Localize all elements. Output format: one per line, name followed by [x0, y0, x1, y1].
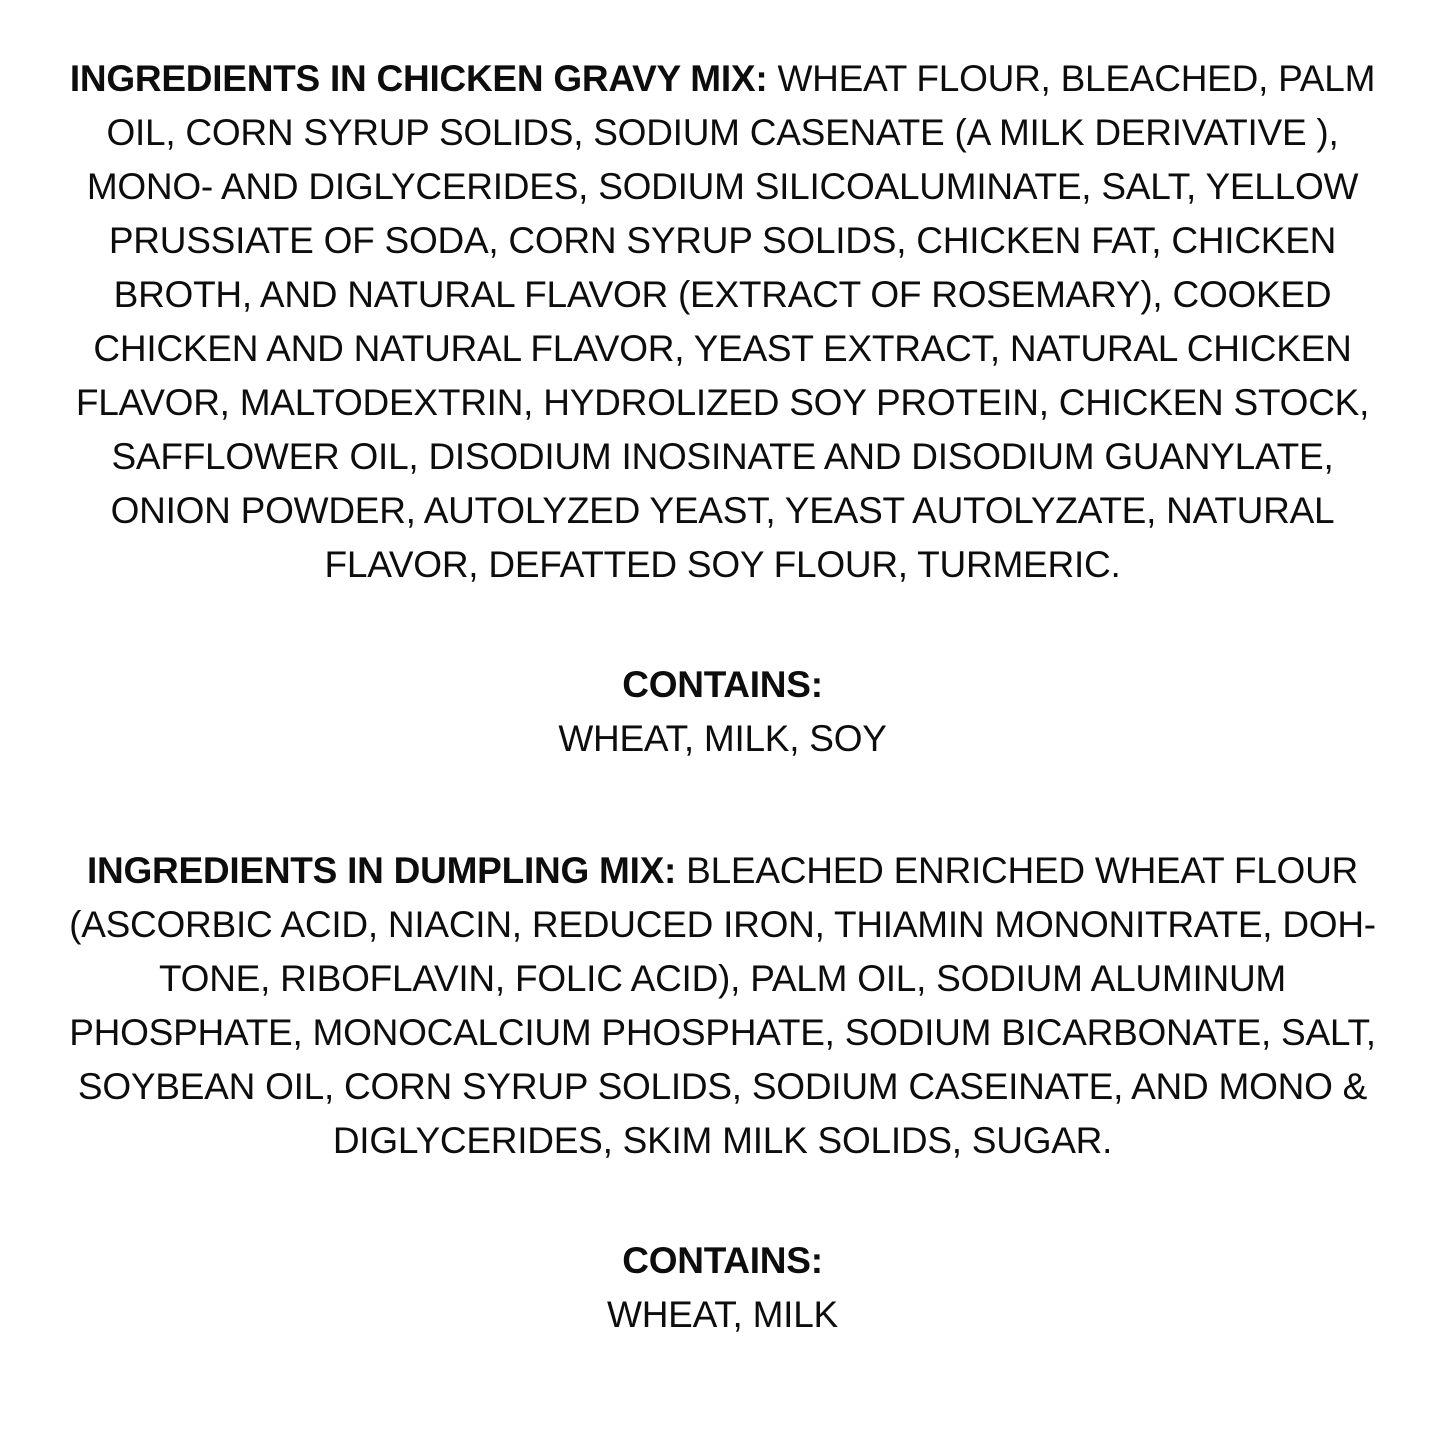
gravy-mix-ingredient-list: WHEAT FLOUR, BLEACHED, PALM OIL, CORN SYRUP SOLIDS, SODIUM CASENATE (A MILK DERIVATIVE ), MONO- AND DIGLYCERIDES, SODIUM SILICOALUMINATE, SALT, YELLOW PRUSSIATE OF SODA, CORN SYRUP SOLIDS, CHICKEN FAT, CHICKEN BROTH, AND NATURAL FLAVOR (EXTRACT OF ROSEMARY), COOKED CHICKEN AND NATURAL FLAVOR, YEAST EXTRACT, NATURAL CHICKEN FLAVOR, MALTODEXTRIN, HYDROLIZED SOY PROTEIN, CHICKEN STOCK, SAFFLOWER OIL, DISODIUM INOSINATE AND DISODIUM GUANYLATE, ONION POWDER, AUTOLYZED YEAST, YEAST AUTOLYZATE, NATURAL FLAVOR, DEFATTED SOY FLOUR, TURMERIC. [75, 58, 1376, 585]
gravy-mix-contains-heading: CONTAINS: [622, 664, 823, 705]
dumpling-mix-ingredient-list: BLEACHED ENRICHED WHEAT FLOUR (ASCORBIC ACID, NIACIN, REDUCED IRON, THIAMIN MONONITRATE, DOH-TONE, RIBOFLAVIN, FOLIC ACID), PALM OIL, SODIUM ALUMINUM PHOSPHATE, MONOCALCIUM PHOSPHATE, SODIUM BICARBONATE, SALT, SOYBEAN OIL, CORN SYRUP SOLIDS, SODIUM CASEINATE, AND MONO & DIGLYCERIDES, SKIM MILK SOLIDS, SUGAR. [69, 850, 1376, 1161]
gravy-mix-allergen-list: WHEAT, MILK, SOY [558, 718, 887, 759]
dumpling-mix-contains-heading: CONTAINS: [622, 1240, 823, 1281]
gravy-mix-contains-block [63, 658, 1383, 766]
dumpling-mix-ingredients-paragraph [63, 844, 1383, 1168]
ingredients-label [63, 0, 1383, 1342]
dumpling-mix-allergen-list: WHEAT, MILK [607, 1294, 838, 1335]
dumpling-mix-contains-block [63, 1234, 1383, 1342]
gravy-mix-ingredients-paragraph [63, 52, 1383, 592]
gravy-mix-heading: INGREDIENTS IN CHICKEN GRAVY MIX: [69, 58, 768, 99]
dumpling-mix-heading: INGREDIENTS IN DUMPLING MIX: [86, 850, 677, 891]
